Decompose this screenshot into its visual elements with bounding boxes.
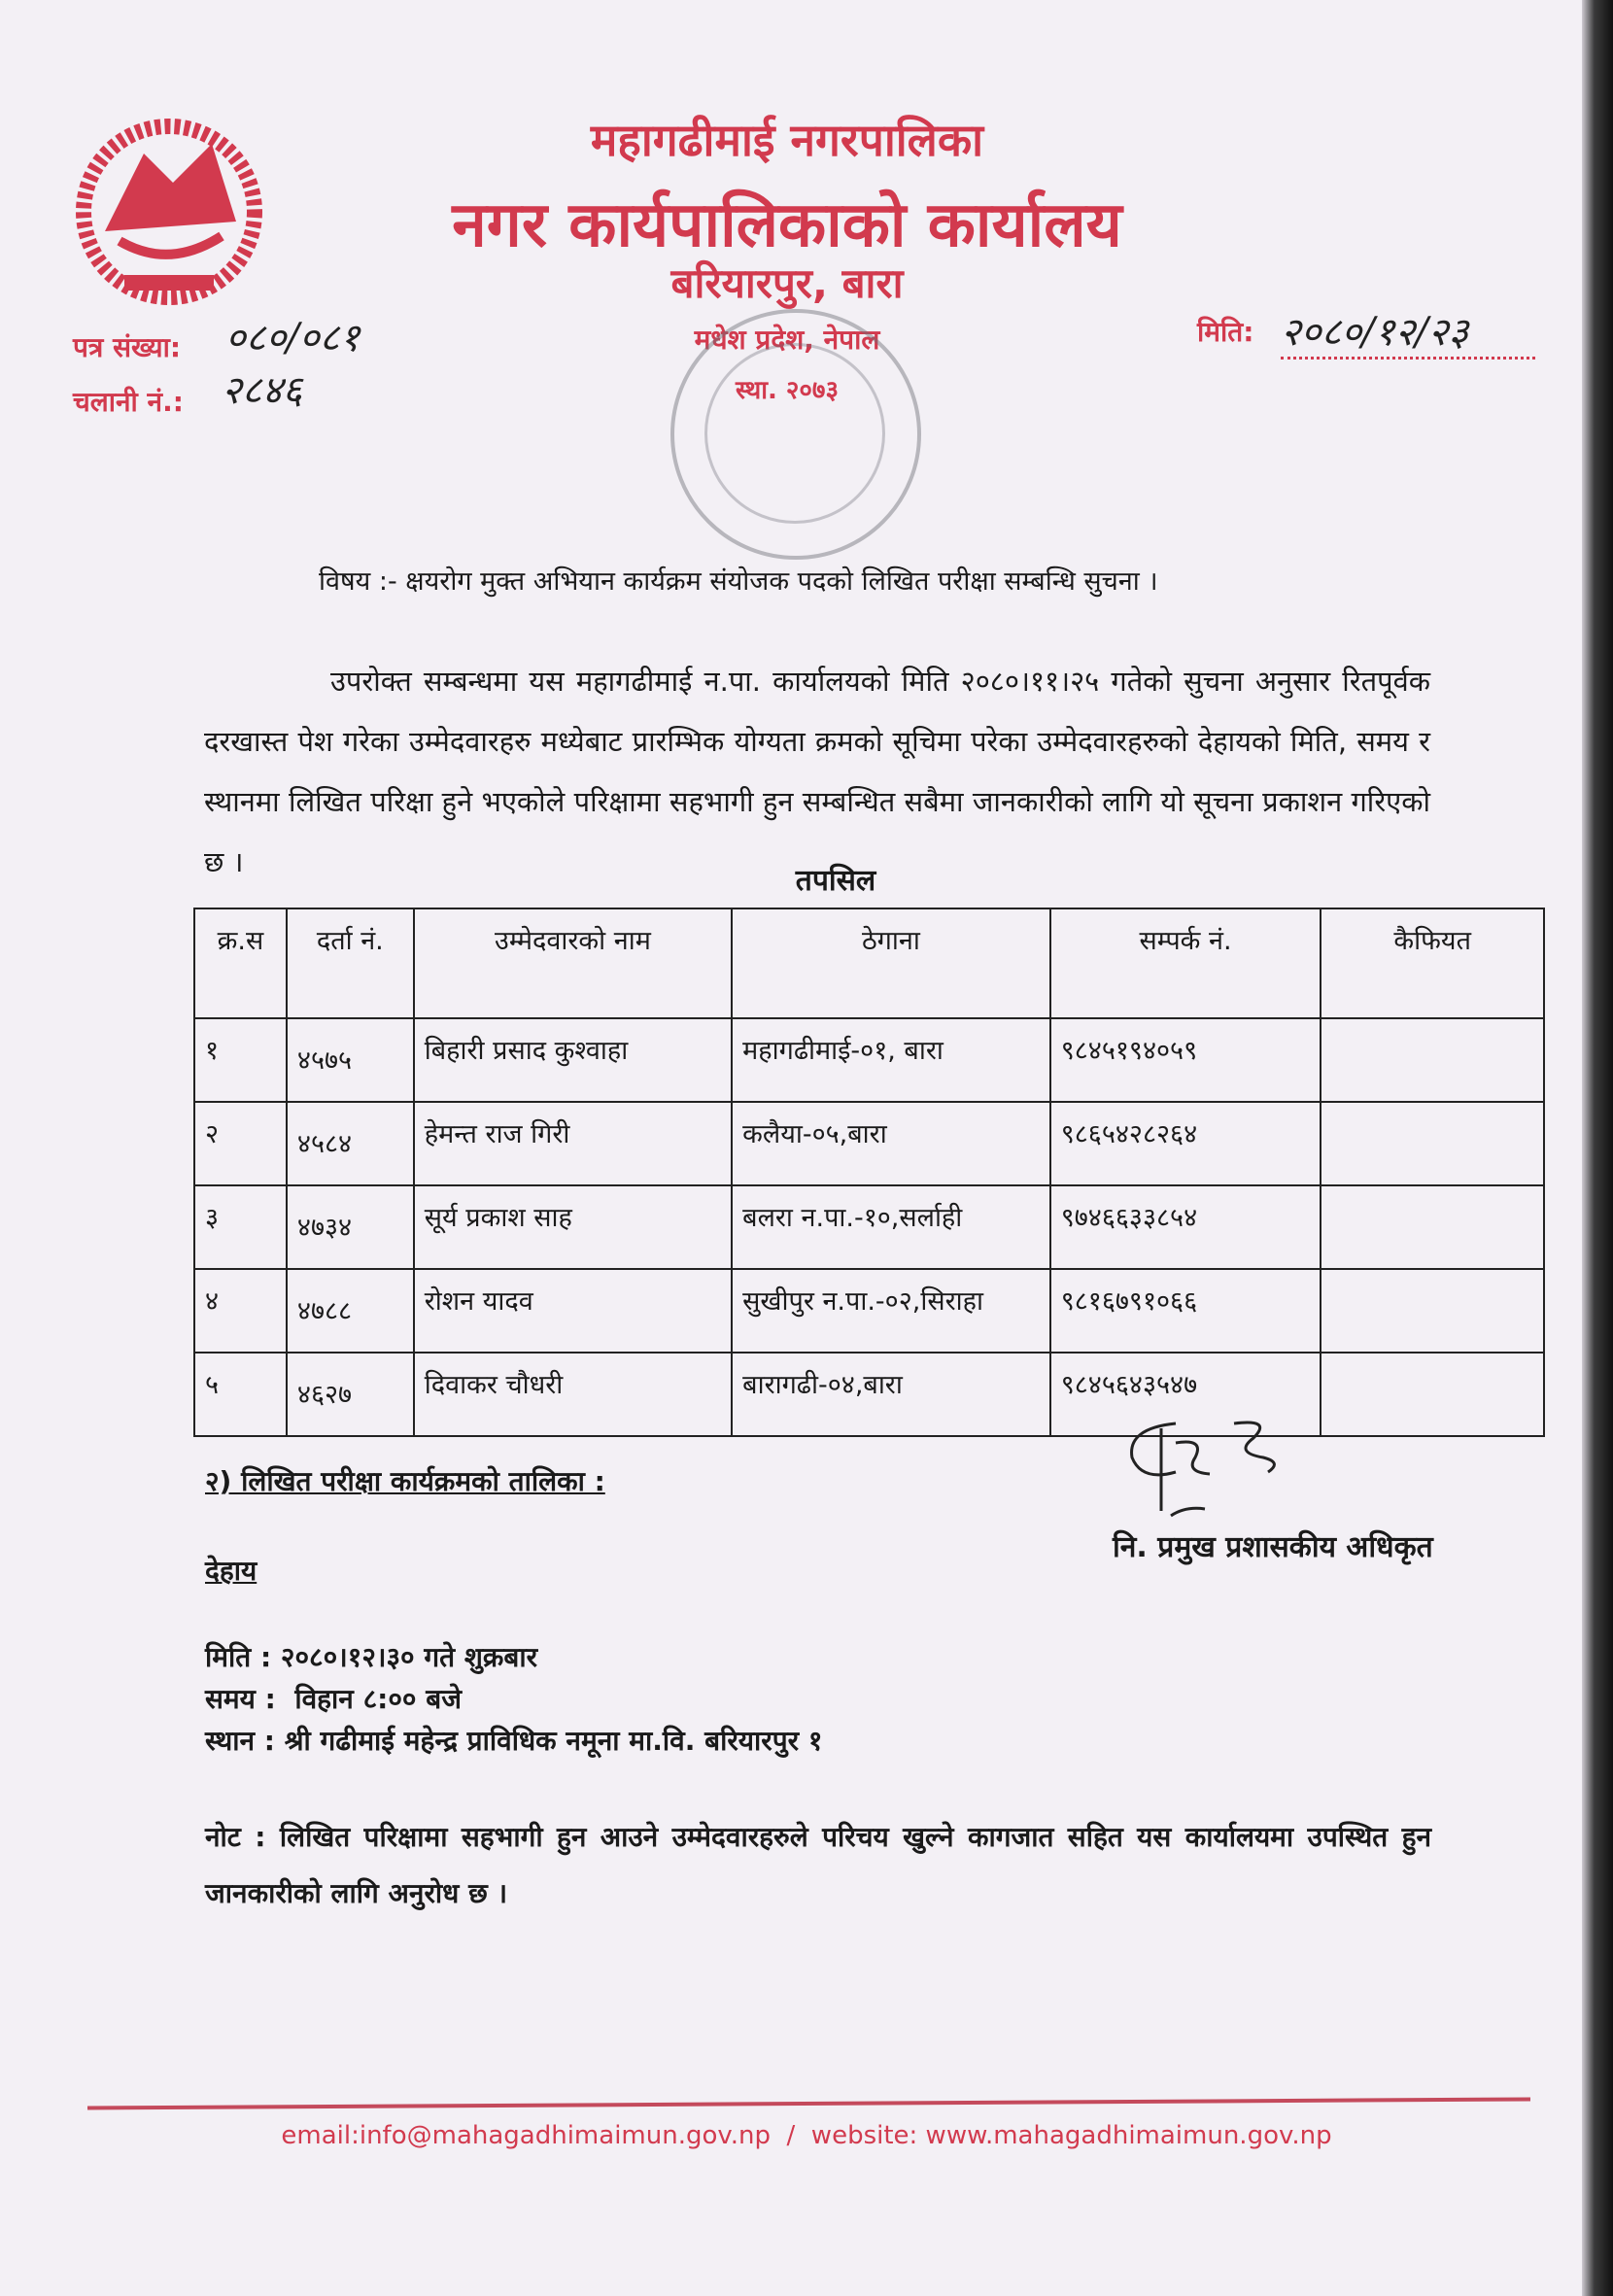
cell-address: बलरा न.पा.-१०,सर्लाही xyxy=(732,1185,1050,1269)
cell-name: सूर्य प्रकाश साह xyxy=(414,1185,732,1269)
cell-name: बिहारी प्रसाद कुश्वाहा xyxy=(414,1018,732,1102)
cell-address: कलैया-०५,बारा xyxy=(732,1102,1050,1185)
dispatch-no-label: चलानी नं.: xyxy=(73,386,184,418)
cell-contact: ९८६५४२८२६४ xyxy=(1050,1102,1321,1185)
subject-line: विषय :- क्षयरोग मुक्त अभियान कार्यक्रम संयोजक पदको लिखित परीक्षा सम्बन्धि सुचना । xyxy=(319,566,1158,597)
signature xyxy=(1117,1414,1331,1521)
exam-time: समय : विहान ८:०० बजे xyxy=(205,1683,462,1715)
office-stamp-inner xyxy=(704,343,885,524)
col-reg-no: दर्ता नं. xyxy=(287,908,414,1018)
candidate-table xyxy=(193,908,1545,1437)
cell-reg-no: ४७३४ xyxy=(287,1185,414,1269)
col-remarks: कैफियत xyxy=(1321,908,1544,1018)
exam-venue: स्थान : श्री गढीमाई महेन्द्र प्राविधिक नमूना मा.वि. बरियारपुर १ xyxy=(205,1725,823,1757)
cell-serial: ५ xyxy=(194,1353,287,1436)
body-paragraph: उपरोक्त सम्बन्धमा यस महागढीमाई न.पा. कार्यालयको मिति २०८०।११।२५ गतेको सुचना अनुसार रितपूर्वक दरखास्त पेश गरेका उम्मेदवारहरु मध्येबाट प्रारम्भिक योग्यता क्रमको सूचिमा परेका उम्मेदवारहरुको देहायको मिति, समय र स्थानमा लिखित परिक्षा हुने भएकोले परिक्षामा सहभागी हुन सम्बन्धित सबैमा जानकारीको लागि यो सूचना प्रकाशन गरिएको छ । xyxy=(204,665,1430,878)
cell-contact: ९८४५१९४०५९ xyxy=(1050,1018,1321,1102)
date-label: मिति: xyxy=(1197,316,1254,348)
table-row xyxy=(194,1185,1544,1269)
cell-address: महागढीमाई-०१, बारा xyxy=(732,1018,1050,1102)
cell-name: हेमन्त राज गिरी xyxy=(414,1102,732,1185)
col-address: ठेगाना xyxy=(732,908,1050,1018)
footer-divider xyxy=(87,2097,1530,2109)
cell-remarks xyxy=(1321,1018,1544,1102)
col-name: उम्मेदवारको नाम xyxy=(414,908,732,1018)
cell-contact: ९८४५६४३५४७ xyxy=(1050,1353,1321,1436)
cell-serial: ३ xyxy=(194,1185,287,1269)
signatory-title: नि. प्रमुख प्रशासकीय अधिकृत xyxy=(1113,1530,1433,1564)
col-serial: क्र.स xyxy=(194,908,287,1018)
table-row xyxy=(194,1018,1544,1102)
letter-no-label: पत्र संख्या: xyxy=(73,331,182,363)
table-title: तपसिल xyxy=(795,864,876,898)
cell-serial: १ xyxy=(194,1018,287,1102)
scan-edge xyxy=(1582,0,1613,2296)
cell-address: बारागढी-०४,बारा xyxy=(732,1353,1050,1436)
schedule-subheading: देहाय xyxy=(205,1555,257,1587)
letter-no-value: ०८०/०८१ xyxy=(225,316,360,360)
table-row xyxy=(194,1269,1544,1353)
schedule-heading: २) लिखित परीक्षा कार्यक्रमको तालिका : xyxy=(205,1465,605,1497)
municipality-name: महागढीमाई नगरपालिका xyxy=(590,114,984,166)
cell-contact: ९८१६७९१०६६ xyxy=(1050,1269,1321,1353)
footer-contact: email:info@mahagadhimaimun.gov.np / website: www.mahagadhimaimun.gov.np xyxy=(281,2121,1332,2150)
cell-reg-no: ४५७५ xyxy=(287,1018,414,1102)
cell-name: रोशन यादव xyxy=(414,1269,732,1353)
cell-serial: ४ xyxy=(194,1269,287,1353)
established-year: स्था. २०७३ xyxy=(736,376,839,405)
cell-reg-no: ४६२७ xyxy=(287,1353,414,1436)
cell-remarks xyxy=(1321,1102,1544,1185)
cell-reg-no: ४५८४ xyxy=(287,1102,414,1185)
cell-reg-no: ४७८८ xyxy=(287,1269,414,1353)
cell-serial: २ xyxy=(194,1102,287,1185)
cell-contact: ९७४६६३३८५४ xyxy=(1050,1185,1321,1269)
table-row xyxy=(194,1353,1544,1436)
cell-remarks xyxy=(1321,1185,1544,1269)
office-location: बरियारपुर, बारा xyxy=(670,259,904,307)
cell-remarks xyxy=(1321,1353,1544,1436)
dispatch-no-value: २८४६ xyxy=(222,368,303,413)
cell-remarks xyxy=(1321,1269,1544,1353)
exam-date: मिति : २०८०।१२।३० गते शुक्रबार xyxy=(205,1641,538,1673)
office-name: नगर कार्यपालिकाको कार्यालय xyxy=(452,189,1122,261)
province: मधेश प्रदेश, नेपाल xyxy=(694,324,880,356)
table-row xyxy=(194,1102,1544,1185)
note: नोट : लिखित परिक्षामा सहभागी हुन आउने उम्मेदवारहरुले परिचय खुल्ने कागजात सहित यस कार्यालयमा उपस्थित हुन जानकारीको लागि अनुरोध छ । xyxy=(205,1821,1431,1909)
table-header-row xyxy=(194,908,1544,1018)
cell-address: सुखीपुर न.पा.-०२,सिराहा xyxy=(732,1269,1050,1353)
col-contact: सम्पर्क नं. xyxy=(1050,908,1321,1018)
cell-name: दिवाकर चौधरी xyxy=(414,1353,732,1436)
date-value: २०८०/१२/२३ xyxy=(1281,303,1535,360)
